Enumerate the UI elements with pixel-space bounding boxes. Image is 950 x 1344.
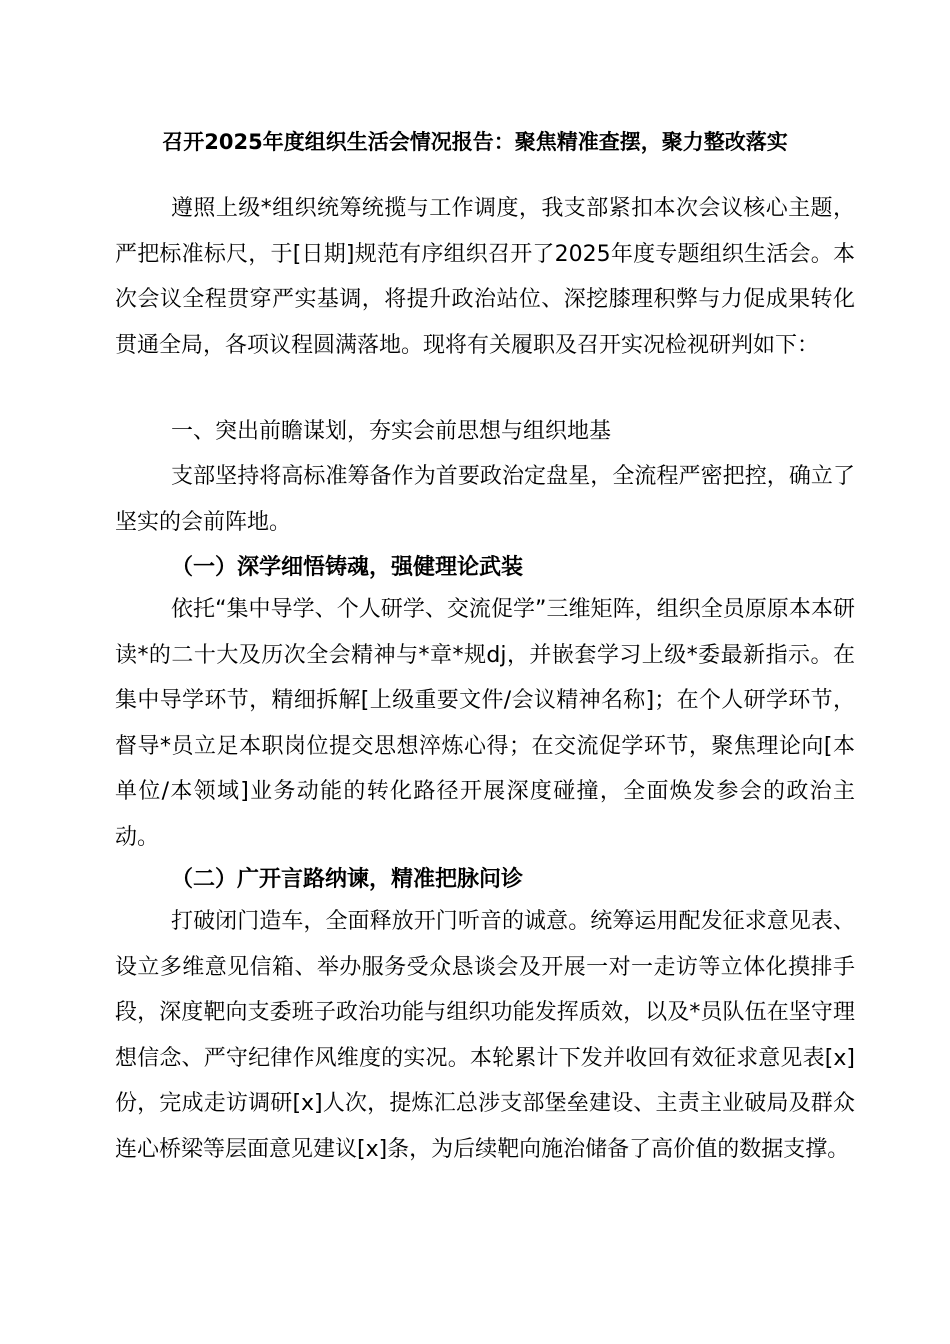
- document-title: 召开2025年度组织生活会情况报告：聚焦精准查摆，聚力整改落实: [162, 130, 788, 154]
- subsection-2-paragraph: 打破闭门造车，全面释放开门听音的诚意。统筹运用配发征求意见表、设立多维意见信箱、举办服务受众恳谈会及开展一对一走访等立体化摸排手段，深度靶向支委班子政治功能与组织功能发挥质效，以及*员队伍在坚守理想信念、严守纪律作风维度的实况。本轮累计下发并收回有效征求意见表[x]份，完成走访调研[x]人次，提炼汇总涉支部堡垒建设、主责主业破局及群众连心桥梁等层面意见建议[x]条，为后续靶向施治储备了高价值的数据支撑。: [115, 909, 855, 1162]
- subsection-2-heading: （二）广开言路纳谏，精准把脉问诊: [171, 867, 524, 892]
- intro-paragraph: 遵照上级*组织统筹统揽与工作调度，我支部紧扣本次会议核心主题，严把标准标尺，于[日期]规范有序组织召开了2025年度专题组织生活会。本次会议全程贯穿严实基调，将提升政治站位、深挖膝理积弊与力促成果转化贯通全局，各项议程圆满落地。现将有关履职及召开实况检视研判如下：: [115, 196, 855, 358]
- section-1-heading: 一、突出前瞻谋划，夯实会前思想与组织地基: [171, 419, 612, 444]
- section-1-paragraph: 支部坚持将高标准筹备作为首要政治定盘星，全流程严密把控，确立了坚实的会前阵地。: [115, 464, 855, 535]
- subsection-1-paragraph: 依托“集中导学、个人研学、交流促学”三维矩阵，组织全员原原本本研读*的二十大及历次全会精神与*章*规dj，并嵌套学习上级*委最新指示。在集中导学环节，精细拆解[上级重要文件/会议精神名称]；在个人研学环节，督导*员立足本职岗位提交思想淬炼心得；在交流促学环节，聚焦理论向[本单位/本领域]业务动能的转化路径开展深度碰撞，全面焕发参会的政治主动。: [115, 597, 855, 850]
- subsection-1-heading: （一）深学细悟铸魂，强健理论武装: [171, 555, 524, 580]
